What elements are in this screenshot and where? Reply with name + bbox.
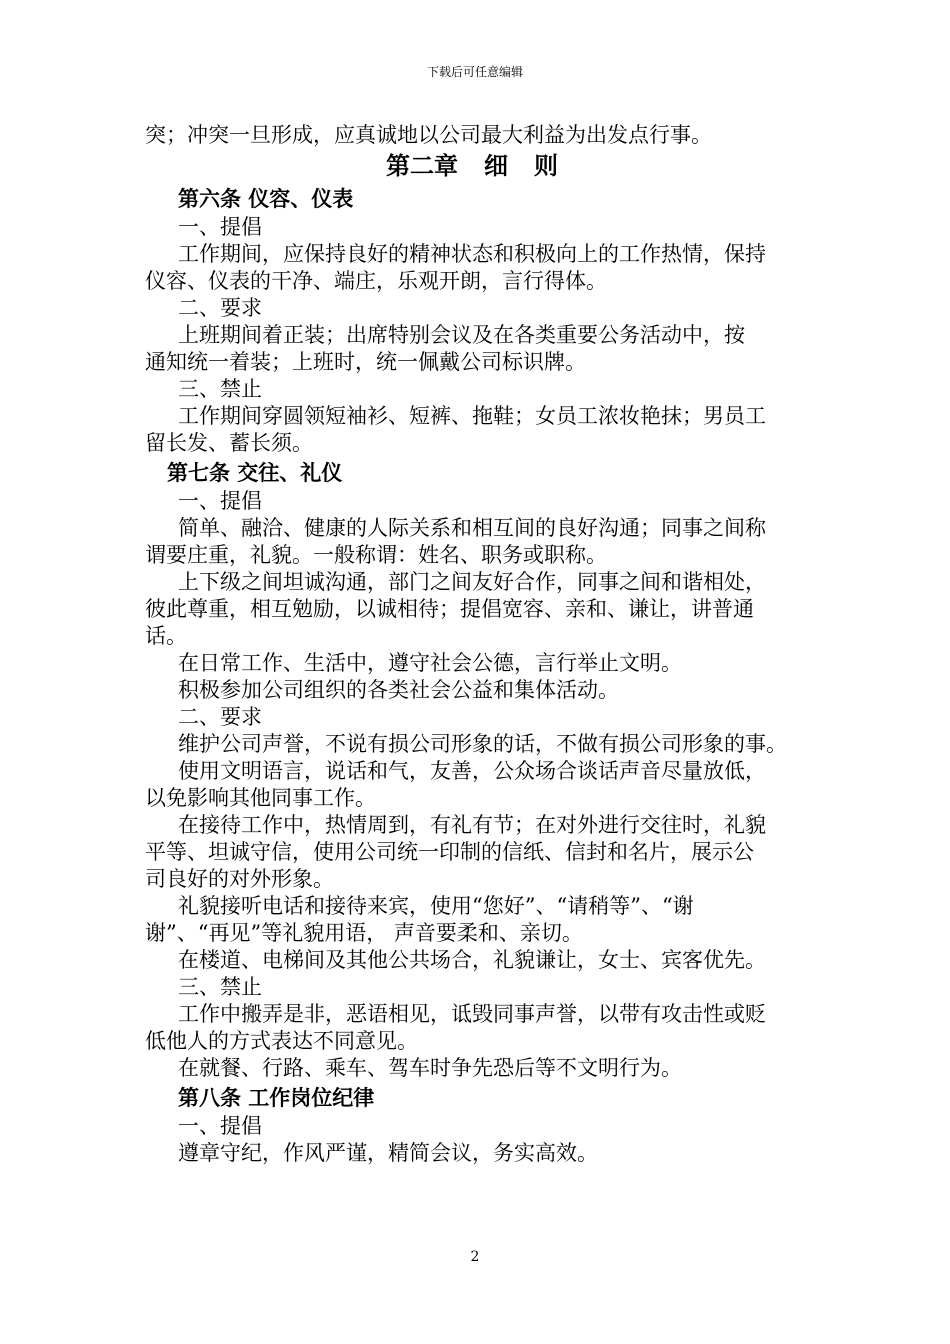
text-line: 维护公司声誉，不说有损公司形象的话，不做有损公司形象的事。	[178, 732, 787, 756]
text-line: 一、提倡	[178, 489, 262, 513]
text-line: 三、禁止	[178, 377, 262, 401]
text-line: 上下级之间坦诚沟通，部门之间友好合作，同事之间和谐相处，	[178, 570, 766, 594]
chapter-number: 第二章	[386, 151, 458, 180]
text-line: 使用文明语言，说话和气，友善，公众场合谈话声音尽量放低，	[178, 759, 766, 783]
text-line: 彼此尊重，相互勉励，以诚相待；提倡宽容、亲和、谦让，讲普通	[145, 597, 754, 621]
chapter-heading	[127, 149, 817, 183]
text-line: 司良好的对外形象。	[145, 867, 334, 891]
article-heading: 第七条 交往、礼仪	[167, 460, 343, 485]
page-number: 2	[470, 1249, 480, 1265]
text-line: 仪容、仪表的干净、端庄，乐观开朗，言行得体。	[145, 269, 607, 293]
text-line: 简单、融洽、健康的人际关系和相互间的良好沟通；同事之间称	[178, 516, 766, 540]
text-line: 一、提倡	[178, 1114, 262, 1138]
text-line: 工作期间，应保持良好的精神状态和积极向上的工作热情，保持	[178, 242, 766, 266]
text-line: 留长发、蓄长须。	[145, 431, 313, 455]
text-line: 以免影响其他同事工作。	[145, 786, 376, 810]
article-heading: 第六条 仪容、仪表	[178, 186, 354, 211]
text-line: 在接待工作中，热情周到，有礼有节；在对外进行交往时，礼貌	[178, 813, 766, 837]
page-header: 下载后可任意编辑	[426, 65, 523, 79]
text-line: 二、要求	[178, 705, 262, 729]
text-line: 在楼道、电梯间及其他公共场合，礼貌谦让，女士、宾客优先。	[178, 948, 766, 972]
text-line: 二、要求	[178, 296, 262, 320]
chapter-title-char: 则	[534, 151, 558, 180]
text-line: 遵章守纪，作风严谨，精简会议，务实高效。	[178, 1141, 598, 1165]
text-line: 工作期间穿圆领短袖衫、短裤、拖鞋；女员工浓妆艳抹；男员工	[178, 404, 766, 428]
text-line: 通知统一着装；上班时，统一佩戴公司标识牌。	[145, 350, 586, 374]
text-line: 平等、坦诚守信，使用公司统一印制的信纸、信封和名片，展示公	[145, 840, 754, 864]
text-line: 在日常工作、生活中，遵守社会公德，言行举止文明。	[178, 651, 682, 675]
text-line: 工作中搬弄是非，恶语相见，诋毁同事声誉，以带有攻击性或贬	[178, 1002, 766, 1026]
text-line: 三、禁止	[178, 975, 262, 999]
article-heading: 第八条 工作岗位纪律	[178, 1085, 375, 1110]
text-line: 话。	[145, 624, 187, 648]
text-line: 一、提倡	[178, 215, 262, 239]
text-line: 突；冲突一旦形成，应真诚地以公司最大利益为出发点行事。	[145, 123, 712, 147]
text-line: 在就餐、行路、乘车、驾车时争先恐后等不文明行为。	[178, 1056, 682, 1080]
chapter-title-char: 细	[484, 151, 508, 180]
text-line: 谢”、“再见”等礼貌用语， 声音要柔和、亲切。	[145, 921, 583, 945]
text-line: 上班期间着正装；出席特别会议及在各类重要公务活动中，按	[178, 323, 745, 347]
text-line: 积极参加公司组织的各类社会公益和集体活动。	[178, 678, 619, 702]
text-line: 礼貌接听电话和接待来宾，使用“您好”、“请稍等”、“谢	[178, 894, 694, 918]
document-body	[145, 122, 817, 1167]
text-line: 低他人的方式表达不同意见。	[145, 1029, 418, 1053]
text-line: 谓要庄重，礼貌。一般称谓：姓名、职务或职称。	[145, 543, 607, 567]
